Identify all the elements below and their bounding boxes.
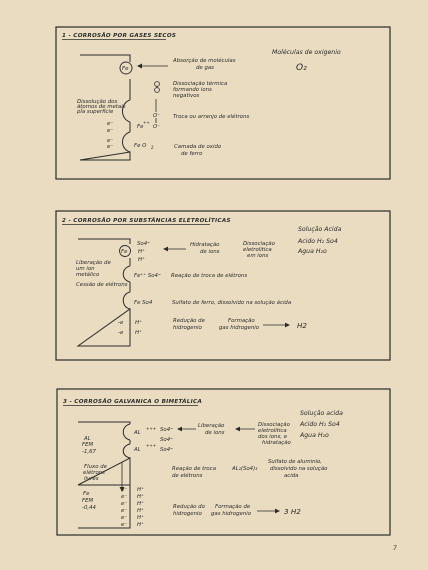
- panel3-h2-result: 3 H2: [284, 507, 301, 516]
- panel2-water-formula: Agua H₂o: [298, 248, 327, 255]
- panel1-absorption-line-1: Absorção de moléculas: [173, 58, 236, 64]
- panel3-sulfate-line-1: Sulfato de aluminio,: [268, 459, 323, 465]
- panel2-h-1: H⁺: [138, 249, 145, 255]
- panel3-al-charge-2: +++: [146, 443, 157, 448]
- panel2-feso4: Fe So4: [134, 300, 153, 306]
- panel3-acid-formula: Acido H₂ So4: [300, 421, 340, 428]
- panel1-oxygen-title: Moléculas de oxigenio: [272, 49, 341, 56]
- panel1-exchange: Troca ou arranjo de elétrons: [173, 114, 250, 120]
- panel1-fe-ion-charge: ++: [143, 120, 150, 125]
- panel2-electron-2: -e: [118, 330, 124, 336]
- panel2-acid-title: Solução Acida: [298, 226, 342, 233]
- panel3-sulfate-line-2: dissolvido na solução: [270, 466, 328, 472]
- panel3-dissociation-line-3: dos ions, e: [258, 434, 288, 440]
- panel1-dissolution-line-3: pĺa superfície: [77, 109, 114, 115]
- panel3-acid-title: Solução acida: [300, 410, 343, 417]
- panel3-electron-flow-line-1: Fluxo de: [84, 464, 107, 470]
- panel3-electron-1: e⁻: [121, 487, 128, 493]
- panel3-formation-line-2: gas hidrogenio: [211, 511, 252, 517]
- panel1-fe-ion: Fe: [137, 124, 144, 130]
- panel1-o-ion-1: O⁻: [153, 113, 161, 119]
- panel3-reduction-line-2: hidrogenio: [173, 511, 202, 517]
- panel3-hydrogen-5: H⁺: [137, 515, 144, 521]
- panel1-electron-4: e⁻: [107, 144, 114, 150]
- panel3-dissociation-arrowhead: [235, 427, 240, 432]
- panel2-fe-so4: Fe⁺⁺ So4⁼: [134, 273, 161, 279]
- panel3-al-label-line-1: AL: [84, 436, 91, 442]
- panel1-o-circle-1: [155, 82, 160, 87]
- panel3-so4-3: So4⁼: [160, 447, 173, 453]
- panel3-fe-label-line-2: FEM: [82, 498, 94, 504]
- panel2-reduction-line-1: Redução de: [173, 318, 205, 324]
- panel2-dissociation-line-1: Dissociação: [243, 241, 275, 247]
- panel2-dissociation-line-3: em ions: [247, 253, 269, 259]
- panel1-title: 1 - CORROSÃO POR GASES SECOS: [62, 33, 177, 39]
- panel1-feo: Fe O: [134, 143, 147, 149]
- panel2-reduction-line-2: hidrogenio: [173, 325, 202, 331]
- panel2-sulfate: Sulfato de ferro, dissolvido na solução ácida: [172, 300, 292, 306]
- panel2-h-3: H⁺: [135, 320, 142, 326]
- panel1-dissolution-line-1: Dissolução dos: [77, 99, 118, 105]
- panel3-exchange-line-2: de elétrons: [172, 473, 203, 479]
- panel3-electron-5: e⁻: [121, 515, 128, 521]
- panel2-dissociation-line-2: eletrolitica: [243, 247, 272, 253]
- panel1-oxide-line-2: de ferro: [181, 151, 203, 157]
- panel3-so4-2: So4⁼: [160, 437, 173, 443]
- panel3-al-label-line-3: -1,67: [82, 449, 96, 455]
- panel2-formation-line-2: gas hidrogenio: [219, 325, 260, 331]
- panel2-so4: So4⁼: [137, 241, 150, 247]
- panel3-dissociation-line-2: eletrolitica: [258, 428, 287, 434]
- panel3-al-charge-1: +++: [146, 426, 157, 431]
- panel3-electron-flow-line-2: elétrons: [83, 470, 105, 476]
- panel2-h-4: H⁺: [135, 330, 142, 336]
- panel2-formation-line-1: Formação: [228, 318, 255, 324]
- panel1-dissociation-line-3: negativos: [173, 93, 200, 99]
- panel3-hydrogen-2: H⁺: [137, 494, 144, 500]
- panel3-al-sulfate: AL₂(So4)₃: [232, 466, 258, 472]
- panel1-fe-label: Fe: [122, 66, 129, 72]
- panel3-fe-label-line-3: -0,44: [82, 505, 96, 511]
- panel1-electron-2: e⁻: [107, 128, 114, 134]
- panel1-dissociation-line-1: Dissociação térmica: [173, 81, 228, 87]
- panel3-notch-1: [123, 424, 130, 440]
- page-number: 7: [393, 545, 397, 552]
- panel2-h-2: H⁺: [138, 257, 145, 263]
- panel3-liberation-arrowhead: [177, 427, 182, 432]
- panel3-hydrogen-1: H⁺: [137, 487, 144, 493]
- panel2-fe-label: Fe: [121, 249, 128, 255]
- panel3-dissociation-line-4: hidratação: [262, 440, 291, 446]
- panel3-al-label-line-2: FEM: [82, 442, 94, 448]
- panel3-reduction-line-1: Redução do: [173, 504, 205, 510]
- panel1-o-ion-2: O⁻: [153, 124, 161, 130]
- panel1-oxide-line-1: Camada de oxido: [174, 144, 222, 150]
- panel3-formation-arrowhead: [275, 509, 280, 514]
- panel3-electron-2: e⁻: [121, 494, 128, 500]
- panel3-liberation-line-1: Liberação: [198, 423, 225, 429]
- panel3-electron-4: e⁻: [121, 508, 128, 514]
- panel1-notch-2: [123, 132, 131, 152]
- panel2-hydration-line-1: Hidratação: [190, 242, 220, 248]
- panel1-feo-sub: 2: [151, 145, 154, 150]
- panel3-hydrogen-3: H⁺: [137, 501, 144, 507]
- panel3-dissociation-line-1: Dissociação: [258, 422, 290, 428]
- panel2-h2-result: H2: [297, 321, 307, 330]
- panel2-notch-1: [123, 266, 130, 282]
- panel3-formation-line-1: Formação de: [215, 504, 251, 510]
- panel1-dissociation-line-2: formando ions: [173, 87, 212, 93]
- panel1-electron-3: e⁻: [107, 138, 114, 144]
- panel3-so4-1: So4⁼: [160, 427, 173, 433]
- panel3-electron-flow-line-3: livres: [84, 476, 99, 482]
- panel2-liberation-line-3: metálico: [76, 272, 100, 278]
- panel2-title: 2 - CORROSÃO POR SUBSTÂNCIAS ELETROLÍTICAS: [62, 218, 231, 224]
- panel3-hydrogen-4: H⁺: [137, 508, 144, 514]
- panel2-hydration-line-2: de ions: [200, 249, 220, 255]
- panel1-absorption-arrowhead: [137, 64, 142, 69]
- panel3-water-formula: Agua H₂o: [300, 432, 329, 439]
- panel3-title: 3 - CORROSÃO GALVANICA O BIMETÁLICA: [63, 399, 203, 405]
- panel2-exchange: Reação de troca de elétrons: [171, 273, 248, 279]
- panel3-al-ion-2: AL: [134, 447, 141, 453]
- panel3-sulfate-line-3: acida: [284, 473, 299, 479]
- panel1-o-circle-2: [155, 88, 160, 93]
- panel2-electron-1: -e: [118, 320, 124, 326]
- panel2-electron-surrender: Cessão de elétrons: [76, 282, 128, 288]
- panel2-liberation-line-1: Liberação de: [76, 260, 111, 266]
- panel1-oxygen-formula: O₂: [296, 63, 307, 73]
- panel2-notch-2: [123, 292, 130, 309]
- panel3-notch-2: [123, 444, 130, 458]
- panel3-liberation-line-2: de ions: [205, 430, 225, 436]
- panel1-electron-1: e⁻: [107, 121, 114, 127]
- panel3-hydrogen-6: H⁺: [137, 522, 144, 528]
- panel2-formation-arrowhead: [285, 323, 290, 328]
- panel3-electron-3: e⁻: [121, 501, 128, 507]
- panel3-al-ion-1: AL: [134, 430, 141, 436]
- panel3-fe-label-line-1: Fe: [83, 491, 90, 497]
- panel2-liberation-line-2: um ion: [76, 266, 95, 272]
- panel3-electron-6: e⁻: [121, 522, 128, 528]
- panel2-acid-formula: Acido H₂ So4: [298, 238, 338, 245]
- panel1-dissolution-line-2: ătomos de metais: [77, 104, 126, 110]
- panel3-exchange-line-1: Reação de troca: [172, 466, 216, 472]
- panel2-hydration-arrowhead: [163, 247, 168, 252]
- panel1-absorption-line-2: de gas: [196, 65, 214, 71]
